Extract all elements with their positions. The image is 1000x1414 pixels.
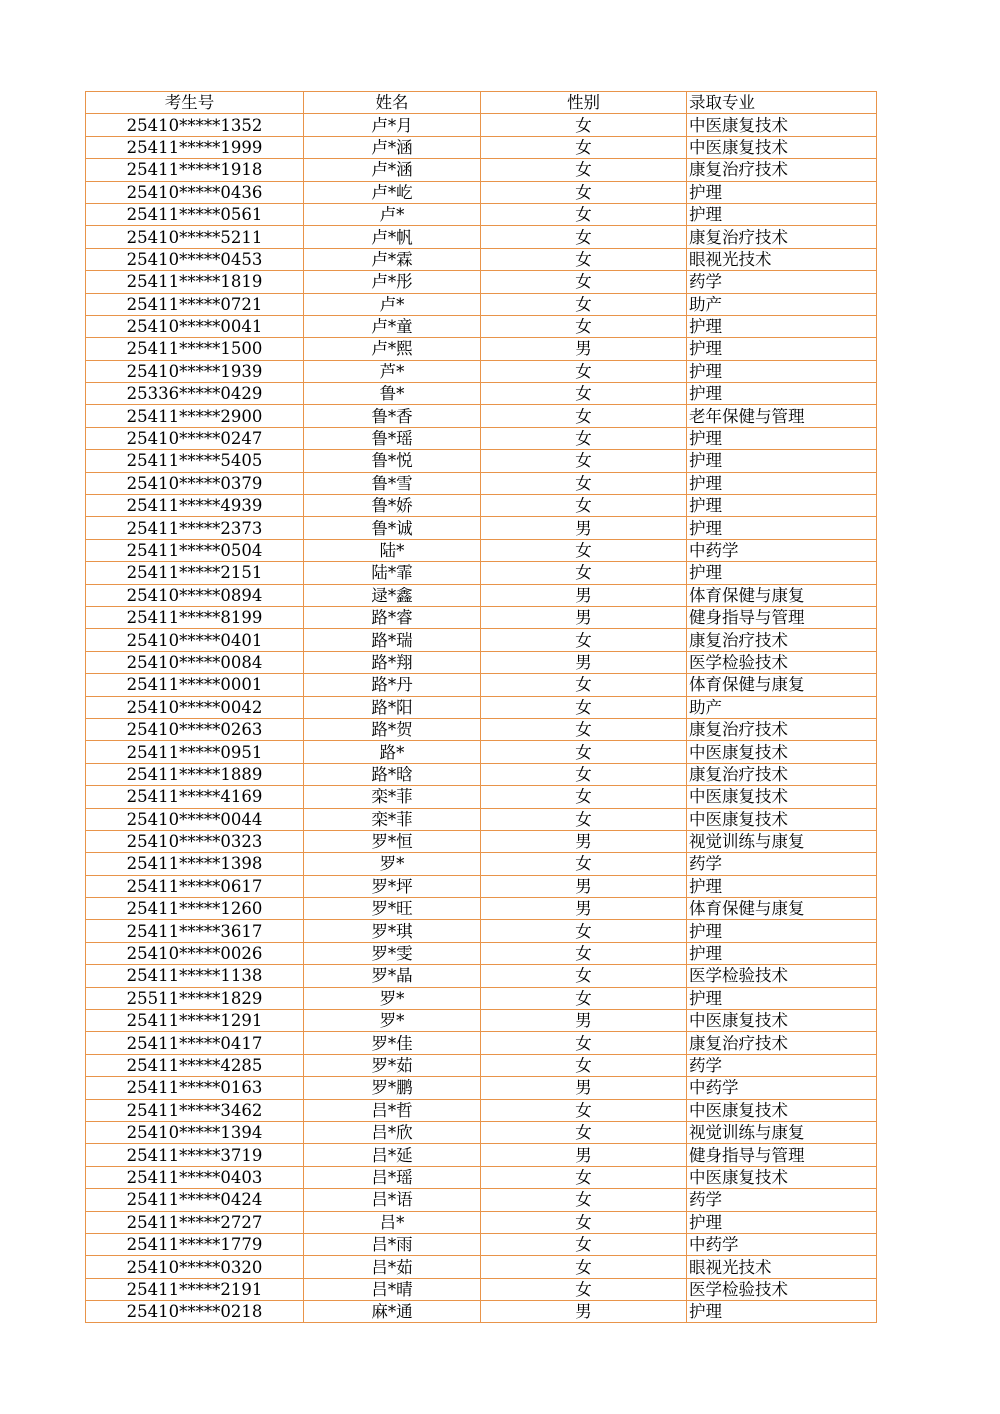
cell-major: 护理 xyxy=(687,517,877,539)
table-row xyxy=(86,1189,877,1211)
cell-name: 栾*菲 xyxy=(304,808,481,830)
cell-exam-id: 25411*****0617 xyxy=(86,875,304,897)
cell-sex: 男 xyxy=(481,1010,687,1032)
cell-major: 中药学 xyxy=(687,1077,877,1099)
cell-sex: 女 xyxy=(481,562,687,584)
cell-name: 罗*琪 xyxy=(304,920,481,942)
cell-sex: 男 xyxy=(481,875,687,897)
cell-exam-id: 25410*****0044 xyxy=(86,808,304,830)
cell-exam-id: 25411*****5405 xyxy=(86,450,304,472)
cell-name: 鲁*娇 xyxy=(304,495,481,517)
cell-major: 护理 xyxy=(687,1301,877,1323)
cell-sex: 女 xyxy=(481,1054,687,1076)
cell-major: 健身指导与管理 xyxy=(687,1144,877,1166)
cell-major: 药学 xyxy=(687,1054,877,1076)
cell-major: 体育保健与康复 xyxy=(687,898,877,920)
cell-name: 逯*鑫 xyxy=(304,584,481,606)
cell-major: 视觉训练与康复 xyxy=(687,830,877,852)
cell-name: 卢*涵 xyxy=(304,136,481,158)
cell-name: 罗*旺 xyxy=(304,898,481,920)
cell-name: 陆*霏 xyxy=(304,562,481,584)
cell-name: 卢*彤 xyxy=(304,271,481,293)
cell-exam-id: 25411*****0403 xyxy=(86,1166,304,1188)
table-row xyxy=(86,965,877,987)
cell-sex: 男 xyxy=(481,898,687,920)
cell-exam-id: 25410*****0042 xyxy=(86,696,304,718)
cell-major: 视觉训练与康复 xyxy=(687,1121,877,1143)
cell-sex: 女 xyxy=(481,1233,687,1255)
table-row xyxy=(86,1211,877,1233)
cell-exam-id: 25411*****0561 xyxy=(86,203,304,225)
cell-major: 护理 xyxy=(687,987,877,1009)
cell-major: 康复治疗技术 xyxy=(687,159,877,181)
header-major: 录取专业 xyxy=(687,92,877,114)
cell-sex: 女 xyxy=(481,1099,687,1121)
cell-exam-id: 25410*****1939 xyxy=(86,360,304,382)
table-row xyxy=(86,472,877,494)
table-row xyxy=(86,315,877,337)
cell-sex: 女 xyxy=(481,226,687,248)
cell-name: 路*翔 xyxy=(304,651,481,673)
cell-name: 鲁*瑶 xyxy=(304,427,481,449)
cell-name: 罗*雯 xyxy=(304,942,481,964)
table-row xyxy=(86,651,877,673)
cell-exam-id: 25410*****0041 xyxy=(86,315,304,337)
cell-sex: 女 xyxy=(481,1189,687,1211)
table-row xyxy=(86,898,877,920)
cell-exam-id: 25411*****1819 xyxy=(86,271,304,293)
cell-exam-id: 25411*****3617 xyxy=(86,920,304,942)
table-row xyxy=(86,674,877,696)
table-row xyxy=(86,1144,877,1166)
cell-sex: 女 xyxy=(481,786,687,808)
table-row xyxy=(86,226,877,248)
cell-sex: 男 xyxy=(481,1144,687,1166)
table-row xyxy=(86,203,877,225)
cell-major: 眼视光技术 xyxy=(687,1256,877,1278)
table-row xyxy=(86,181,877,203)
cell-major: 药学 xyxy=(687,271,877,293)
table-row xyxy=(86,405,877,427)
cell-sex: 女 xyxy=(481,1032,687,1054)
cell-name: 罗*佳 xyxy=(304,1032,481,1054)
table-header-row xyxy=(86,92,877,114)
cell-exam-id: 25411*****2727 xyxy=(86,1211,304,1233)
cell-sex: 女 xyxy=(481,114,687,136)
cell-sex: 男 xyxy=(481,651,687,673)
cell-sex: 女 xyxy=(481,539,687,561)
cell-name: 罗* xyxy=(304,987,481,1009)
cell-exam-id: 25411*****1260 xyxy=(86,898,304,920)
cell-exam-id: 25411*****0504 xyxy=(86,539,304,561)
cell-name: 卢*涵 xyxy=(304,159,481,181)
cell-exam-id: 25411*****2151 xyxy=(86,562,304,584)
cell-major: 助产 xyxy=(687,293,877,315)
cell-name: 路*阳 xyxy=(304,696,481,718)
cell-major: 护理 xyxy=(687,942,877,964)
cell-exam-id: 25410*****1352 xyxy=(86,114,304,136)
table-row xyxy=(86,696,877,718)
cell-major: 康复治疗技术 xyxy=(687,226,877,248)
cell-major: 中医康复技术 xyxy=(687,1099,877,1121)
table-row xyxy=(86,114,877,136)
table-row xyxy=(86,718,877,740)
table-row xyxy=(86,159,877,181)
table-row xyxy=(86,786,877,808)
cell-name: 罗*晶 xyxy=(304,965,481,987)
cell-exam-id: 25411*****4939 xyxy=(86,495,304,517)
cell-exam-id: 25411*****1779 xyxy=(86,1233,304,1255)
header-exam-id: 考生号 xyxy=(86,92,304,114)
table-row xyxy=(86,1054,877,1076)
cell-name: 鲁*香 xyxy=(304,405,481,427)
cell-name: 罗*坪 xyxy=(304,875,481,897)
cell-exam-id: 25410*****0320 xyxy=(86,1256,304,1278)
table-row xyxy=(86,562,877,584)
cell-exam-id: 25410*****0453 xyxy=(86,248,304,270)
cell-name: 路*睿 xyxy=(304,606,481,628)
cell-exam-id: 25411*****1398 xyxy=(86,853,304,875)
cell-name: 卢* xyxy=(304,293,481,315)
cell-name: 罗* xyxy=(304,1010,481,1032)
table-row xyxy=(86,495,877,517)
cell-name: 罗*鹏 xyxy=(304,1077,481,1099)
cell-exam-id: 25411*****0721 xyxy=(86,293,304,315)
cell-major: 健身指导与管理 xyxy=(687,606,877,628)
cell-exam-id: 25410*****0379 xyxy=(86,472,304,494)
cell-sex: 男 xyxy=(481,1301,687,1323)
cell-major: 医学检验技术 xyxy=(687,651,877,673)
cell-name: 鲁*诚 xyxy=(304,517,481,539)
cell-exam-id: 25411*****1999 xyxy=(86,136,304,158)
cell-exam-id: 25411*****1889 xyxy=(86,763,304,785)
cell-exam-id: 25336*****0429 xyxy=(86,383,304,405)
cell-name: 路*贺 xyxy=(304,718,481,740)
table-row xyxy=(86,606,877,628)
cell-name: 芦* xyxy=(304,360,481,382)
cell-major: 药学 xyxy=(687,853,877,875)
cell-sex: 男 xyxy=(481,584,687,606)
cell-sex: 女 xyxy=(481,181,687,203)
cell-sex: 男 xyxy=(481,338,687,360)
cell-major: 中医康复技术 xyxy=(687,808,877,830)
cell-sex: 女 xyxy=(481,159,687,181)
cell-major: 中医康复技术 xyxy=(687,136,877,158)
cell-name: 罗* xyxy=(304,853,481,875)
cell-major: 护理 xyxy=(687,203,877,225)
cell-major: 护理 xyxy=(687,450,877,472)
cell-exam-id: 25410*****0894 xyxy=(86,584,304,606)
cell-sex: 女 xyxy=(481,271,687,293)
cell-exam-id: 25410*****0263 xyxy=(86,718,304,740)
cell-exam-id: 25411*****0951 xyxy=(86,741,304,763)
cell-major: 老年保健与管理 xyxy=(687,405,877,427)
cell-name: 鲁*悦 xyxy=(304,450,481,472)
cell-sex: 女 xyxy=(481,808,687,830)
cell-exam-id: 25410*****1394 xyxy=(86,1121,304,1143)
table-row xyxy=(86,450,877,472)
cell-major: 康复治疗技术 xyxy=(687,718,877,740)
cell-exam-id: 25410*****0247 xyxy=(86,427,304,449)
cell-sex: 女 xyxy=(481,293,687,315)
table-row xyxy=(86,1278,877,1300)
table-row xyxy=(86,853,877,875)
admission-table-container xyxy=(85,91,876,1323)
table-row xyxy=(86,293,877,315)
cell-sex: 女 xyxy=(481,472,687,494)
cell-major: 体育保健与康复 xyxy=(687,674,877,696)
cell-major: 眼视光技术 xyxy=(687,248,877,270)
table-row xyxy=(86,383,877,405)
cell-sex: 女 xyxy=(481,383,687,405)
cell-name: 卢*月 xyxy=(304,114,481,136)
cell-name: 路*丹 xyxy=(304,674,481,696)
cell-sex: 女 xyxy=(481,965,687,987)
cell-major: 体育保健与康复 xyxy=(687,584,877,606)
cell-major: 康复治疗技术 xyxy=(687,629,877,651)
cell-sex: 女 xyxy=(481,405,687,427)
cell-name: 麻*通 xyxy=(304,1301,481,1323)
cell-name: 路*晗 xyxy=(304,763,481,785)
table-row xyxy=(86,517,877,539)
cell-major: 护理 xyxy=(687,562,877,584)
cell-sex: 女 xyxy=(481,987,687,1009)
cell-name: 栾*菲 xyxy=(304,786,481,808)
table-row xyxy=(86,942,877,964)
cell-exam-id: 25411*****4285 xyxy=(86,1054,304,1076)
cell-name: 吕*语 xyxy=(304,1189,481,1211)
cell-exam-id: 25411*****0417 xyxy=(86,1032,304,1054)
cell-name: 路* xyxy=(304,741,481,763)
cell-exam-id: 25411*****1291 xyxy=(86,1010,304,1032)
table-row xyxy=(86,987,877,1009)
cell-major: 中医康复技术 xyxy=(687,741,877,763)
cell-major: 护理 xyxy=(687,360,877,382)
cell-sex: 女 xyxy=(481,248,687,270)
cell-major: 护理 xyxy=(687,495,877,517)
cell-exam-id: 25411*****1918 xyxy=(86,159,304,181)
table-row xyxy=(86,584,877,606)
table-row xyxy=(86,1233,877,1255)
cell-name: 罗*茹 xyxy=(304,1054,481,1076)
cell-sex: 女 xyxy=(481,136,687,158)
cell-major: 护理 xyxy=(687,181,877,203)
cell-sex: 女 xyxy=(481,763,687,785)
cell-sex: 女 xyxy=(481,315,687,337)
cell-major: 中医康复技术 xyxy=(687,114,877,136)
cell-sex: 女 xyxy=(481,629,687,651)
cell-sex: 女 xyxy=(481,942,687,964)
cell-exam-id: 25410*****0323 xyxy=(86,830,304,852)
admission-table xyxy=(85,91,877,1323)
cell-name: 吕*瑶 xyxy=(304,1166,481,1188)
cell-exam-id: 25411*****1500 xyxy=(86,338,304,360)
cell-major: 药学 xyxy=(687,1189,877,1211)
cell-sex: 女 xyxy=(481,1121,687,1143)
table-row xyxy=(86,1032,877,1054)
table-row xyxy=(86,741,877,763)
cell-sex: 男 xyxy=(481,606,687,628)
table-row xyxy=(86,629,877,651)
cell-major: 中药学 xyxy=(687,539,877,561)
cell-exam-id: 25411*****2900 xyxy=(86,405,304,427)
cell-exam-id: 25511*****1829 xyxy=(86,987,304,1009)
cell-major: 康复治疗技术 xyxy=(687,1032,877,1054)
cell-sex: 女 xyxy=(481,920,687,942)
cell-exam-id: 25411*****2191 xyxy=(86,1278,304,1300)
cell-name: 吕*欣 xyxy=(304,1121,481,1143)
cell-major: 助产 xyxy=(687,696,877,718)
cell-exam-id: 25410*****0026 xyxy=(86,942,304,964)
cell-name: 卢*帆 xyxy=(304,226,481,248)
cell-major: 护理 xyxy=(687,427,877,449)
cell-major: 中医康复技术 xyxy=(687,1166,877,1188)
table-row xyxy=(86,1301,877,1323)
cell-exam-id: 25411*****0163 xyxy=(86,1077,304,1099)
table-row xyxy=(86,875,877,897)
cell-sex: 女 xyxy=(481,718,687,740)
cell-major: 护理 xyxy=(687,1211,877,1233)
cell-sex: 女 xyxy=(481,1278,687,1300)
cell-name: 吕*延 xyxy=(304,1144,481,1166)
cell-name: 吕*茹 xyxy=(304,1256,481,1278)
table-row xyxy=(86,920,877,942)
cell-major: 中药学 xyxy=(687,1233,877,1255)
cell-exam-id: 25411*****8199 xyxy=(86,606,304,628)
cell-sex: 女 xyxy=(481,853,687,875)
table-row xyxy=(86,1256,877,1278)
cell-sex: 女 xyxy=(481,450,687,472)
cell-sex: 女 xyxy=(481,1211,687,1233)
table-row xyxy=(86,360,877,382)
header-name: 姓名 xyxy=(304,92,481,114)
cell-sex: 女 xyxy=(481,1166,687,1188)
cell-sex: 女 xyxy=(481,696,687,718)
cell-exam-id: 25411*****2373 xyxy=(86,517,304,539)
cell-sex: 女 xyxy=(481,360,687,382)
cell-exam-id: 25411*****0001 xyxy=(86,674,304,696)
cell-name: 陆* xyxy=(304,539,481,561)
table-row xyxy=(86,830,877,852)
table-row xyxy=(86,1121,877,1143)
table-row xyxy=(86,1166,877,1188)
cell-major: 护理 xyxy=(687,315,877,337)
cell-sex: 女 xyxy=(481,1256,687,1278)
table-row xyxy=(86,271,877,293)
cell-exam-id: 25411*****0424 xyxy=(86,1189,304,1211)
cell-name: 卢*童 xyxy=(304,315,481,337)
cell-major: 医学检验技术 xyxy=(687,1278,877,1300)
table-row xyxy=(86,136,877,158)
cell-sex: 男 xyxy=(481,517,687,539)
table-row xyxy=(86,1099,877,1121)
cell-exam-id: 25410*****0084 xyxy=(86,651,304,673)
cell-exam-id: 25411*****3462 xyxy=(86,1099,304,1121)
cell-sex: 女 xyxy=(481,427,687,449)
cell-name: 鲁*雪 xyxy=(304,472,481,494)
cell-sex: 男 xyxy=(481,830,687,852)
cell-major: 中医康复技术 xyxy=(687,786,877,808)
table-row xyxy=(86,248,877,270)
cell-exam-id: 25410*****0218 xyxy=(86,1301,304,1323)
cell-name: 吕*晴 xyxy=(304,1278,481,1300)
cell-name: 卢* xyxy=(304,203,481,225)
cell-exam-id: 25410*****5211 xyxy=(86,226,304,248)
cell-name: 吕*哲 xyxy=(304,1099,481,1121)
table-row xyxy=(86,1010,877,1032)
cell-exam-id: 25411*****1138 xyxy=(86,965,304,987)
cell-major: 护理 xyxy=(687,472,877,494)
table-row xyxy=(86,1077,877,1099)
cell-name: 罗*恒 xyxy=(304,830,481,852)
cell-sex: 女 xyxy=(481,495,687,517)
table-row xyxy=(86,338,877,360)
cell-major: 中医康复技术 xyxy=(687,1010,877,1032)
cell-sex: 男 xyxy=(481,1077,687,1099)
cell-name: 吕*雨 xyxy=(304,1233,481,1255)
cell-exam-id: 25411*****3719 xyxy=(86,1144,304,1166)
cell-major: 护理 xyxy=(687,338,877,360)
cell-major: 护理 xyxy=(687,920,877,942)
cell-major: 康复治疗技术 xyxy=(687,763,877,785)
cell-name: 卢*熙 xyxy=(304,338,481,360)
cell-name: 鲁* xyxy=(304,383,481,405)
table-row xyxy=(86,427,877,449)
table-row xyxy=(86,808,877,830)
cell-exam-id: 25410*****0401 xyxy=(86,629,304,651)
cell-name: 路*瑞 xyxy=(304,629,481,651)
header-sex: 性别 xyxy=(481,92,687,114)
cell-major: 护理 xyxy=(687,875,877,897)
table-row xyxy=(86,763,877,785)
cell-name: 吕* xyxy=(304,1211,481,1233)
cell-exam-id: 25411*****4169 xyxy=(86,786,304,808)
cell-major: 医学检验技术 xyxy=(687,965,877,987)
cell-major: 护理 xyxy=(687,383,877,405)
cell-exam-id: 25410*****0436 xyxy=(86,181,304,203)
table-row xyxy=(86,539,877,561)
table-body xyxy=(86,114,877,1323)
cell-name: 卢*屹 xyxy=(304,181,481,203)
cell-name: 卢*霖 xyxy=(304,248,481,270)
cell-sex: 女 xyxy=(481,741,687,763)
cell-sex: 女 xyxy=(481,203,687,225)
cell-sex: 女 xyxy=(481,674,687,696)
